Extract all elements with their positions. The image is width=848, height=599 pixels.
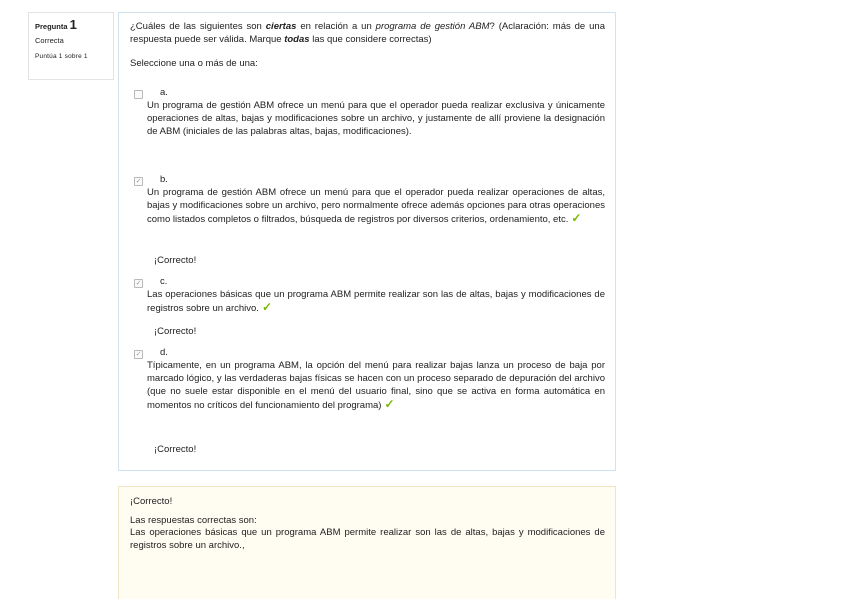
right-answer-label: Las respuestas correctas son: [130, 514, 257, 526]
option-letter: a. [160, 87, 168, 98]
option-text [147, 288, 605, 315]
check-mark-icon: ✓ [261, 300, 273, 314]
option-text: Un programa de gestión ABM ofrece un menú para que el operador pueda realizar exclusiva y únicamente operaciones de altas, bajas y modificaciones sobre un archivo, y justamente de allí proviene la designación de ABM (iniciales de las palabras altas, bajas, modificaciones). [147, 100, 605, 137]
checkbox-icon[interactable]: ✓ [135, 351, 142, 358]
outcome-feedback [118, 486, 616, 599]
question-text-part: las que considere correctas) [309, 34, 432, 45]
question-info-panel [28, 12, 114, 80]
question-grade: Puntúa 1 sobre 1 [35, 53, 88, 60]
checkbox-icon[interactable]: ✓ [135, 280, 142, 287]
question-number [35, 17, 107, 32]
option-letter: d. [160, 347, 168, 358]
question-text-part: ¿Cuáles de las siguientes son [130, 21, 266, 32]
option-feedback: ¡Correcto! [154, 444, 197, 455]
question-text-emphasis: ciertas [265, 21, 297, 32]
question-text-emphasis: todas [284, 34, 310, 45]
option-text-content: Las operaciones básicas que un programa ABM permite realizar son las de altas, bajas y modificaciones de registros sobre un archivo. [147, 289, 605, 314]
option-feedback: ¡Correcto! [154, 326, 197, 337]
question-state: Correcta [35, 36, 64, 45]
question-formulation [118, 12, 616, 471]
check-mark-icon: ✓ [571, 211, 582, 225]
check-mark-icon: ✓ [384, 397, 395, 411]
option-letter: c. [160, 276, 168, 287]
option-text [147, 186, 605, 226]
general-feedback: ¡Correcto! [130, 496, 173, 507]
option-text [147, 359, 605, 412]
checkbox-icon[interactable] [134, 90, 143, 99]
right-answer: Las operaciones básicas que un programa ABM permite realizar son las de altas, bajas y modificaciones de registros sobre un archivo., [130, 527, 605, 551]
option-text-content: Típicamente, en un programa ABM, la opción del menú para realizar bajas lanza un proceso de baja por marcado lógico, y las verdaderas bajas físicas se hacen con un proceso separado de depuración del archivo (que no suele estar disponible en el menú del usuario final, sino que se activa en forma automática en momentos no críticos del funcionamiento del programa) [147, 360, 605, 411]
option-feedback: ¡Correcto! [154, 255, 197, 266]
question-number-value: 1 [69, 17, 77, 32]
answer-prompt: Seleccione una o más de una: [130, 58, 258, 69]
option-text-content: Un programa de gestión ABM ofrece un menú para que el operador pueda realizar operaciones de altas, bajas y modificaciones sobre un archivo, pero normalmente ofrece además opciones para otras operaciones como listados completos o filtrados, búsqueda de registros por diversos criterios, ordenamiento, etc. [147, 187, 605, 225]
option-letter: b. [160, 174, 168, 185]
question-text-italic: programa de gestión ABM [375, 21, 490, 32]
question-text [130, 20, 605, 46]
checkbox-icon[interactable]: ✓ [135, 178, 142, 185]
question-text-part: en relación a un [296, 21, 376, 32]
question-text-part: ? (Aclaración: más de una respuesta puede ser válida. Marque [130, 21, 605, 45]
question-label: Pregunta [35, 22, 68, 31]
